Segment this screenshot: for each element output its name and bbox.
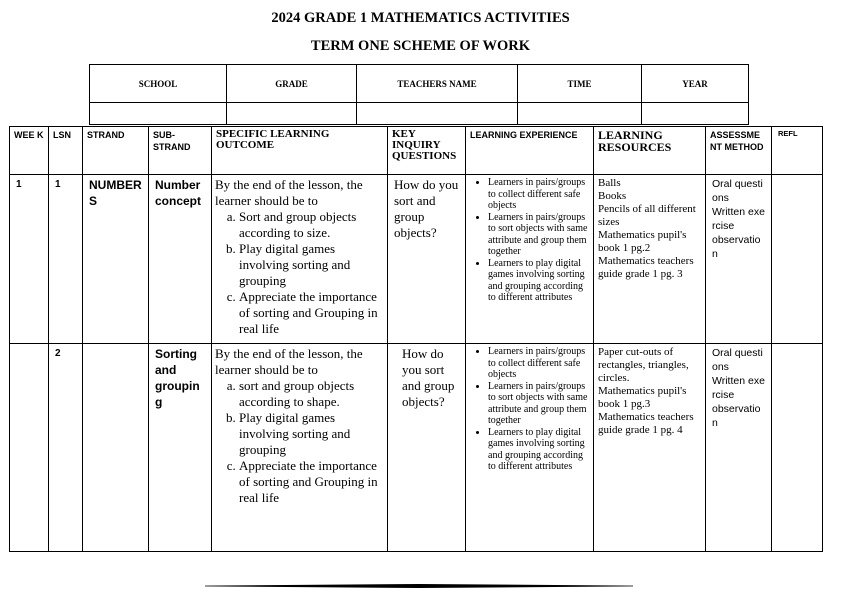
assessment-line: Oral questions: [712, 178, 763, 204]
sub-strand-cell: Sorting and grouping: [149, 344, 212, 552]
assessment-cell: [706, 344, 772, 552]
experiences-item: • Learners to play digital games involving sorting and grouping according to different attributes: [488, 258, 591, 304]
grade-cell[interactable]: [227, 103, 357, 125]
col-experience: LEARNING EXPERIENCE: [466, 127, 594, 175]
table-row: [10, 175, 823, 344]
col-week: WEE K: [10, 127, 49, 175]
resources-line: Mathematics teachers guide grade 1 pg. 3: [598, 255, 694, 280]
assessment-cell: [706, 175, 772, 344]
strand-cell: [83, 344, 149, 552]
outcomes-item: c. Appreciate the importance of sorting and Grouping in real life: [239, 289, 384, 337]
lsn-cell: 1: [49, 175, 83, 344]
document-subtitle: TERM ONE SCHEME OF WORK: [310, 38, 531, 54]
outcomes-item: b. Play digital games involving sorting and grouping: [239, 241, 384, 289]
reflection-cell[interactable]: [772, 175, 823, 344]
outcome-intro: By the end of the lesson, the learner should be to: [215, 346, 363, 377]
assessment-line: observation: [712, 234, 761, 260]
resources-line: Pencils of all different sizes: [598, 203, 696, 228]
col-strand: STRAND: [83, 127, 149, 175]
experience-list: [468, 346, 591, 473]
experiences-item: • Learners in pairs/groups to collect different safe objects: [488, 346, 591, 381]
question-cell: How do you sort and group objects?: [388, 344, 466, 552]
question-cell: How do you sort and group objects?: [388, 175, 466, 344]
resources-line: Mathematics pupil's book 1 pg.3: [598, 385, 687, 410]
experiences-item: • Learners to play digital games involving sorting and grouping according to different attributes: [488, 427, 591, 473]
assessment-line: Written exercise: [712, 206, 765, 232]
resources-line: Mathematics pupil's book 1 pg.2: [598, 229, 687, 254]
info-header-grade: GRADE: [227, 65, 357, 103]
outcomes-item: a. Sort and group objects according to size.: [239, 209, 384, 241]
teacher-cell[interactable]: [357, 103, 518, 125]
experiences-item: • Learners in pairs/groups to sort objects with same attribute and group them together: [488, 212, 591, 258]
outcome-cell: [212, 344, 388, 552]
assessment-line: Written exercise: [712, 375, 765, 401]
document-title: 2024 GRADE 1 MATHEMATICS ACTIVITIES: [271, 10, 570, 26]
info-header-year: YEAR: [642, 65, 749, 103]
experience-cell: [466, 344, 594, 552]
col-resources: LEARNING RESOURCES: [594, 127, 706, 175]
assessment-line: observation: [712, 403, 761, 429]
col-reflection: REFL: [772, 127, 823, 175]
sub-strand-cell: Number concept: [149, 175, 212, 344]
assessment-line: Oral questions: [712, 347, 763, 373]
week-cell: [10, 344, 49, 552]
resources-cell: [594, 175, 706, 344]
resources-line: Books: [598, 190, 627, 202]
info-header-time: TIME: [518, 65, 642, 103]
strand-cell: NUMBERS: [83, 175, 149, 344]
reflection-cell[interactable]: [772, 344, 823, 552]
resources-line: Mathematics teachers guide grade 1 pg. 4: [598, 411, 694, 436]
info-header-school: SCHOOL: [90, 65, 227, 103]
col-questions: KEY INQUIRY QUESTIONS: [388, 127, 466, 175]
outcome-list: [215, 378, 384, 506]
col-assessment: ASSESSME NT METHOD: [706, 127, 772, 175]
col-sub-strand: SUB-STRAND: [149, 127, 212, 175]
col-lsn: LSN: [49, 127, 83, 175]
resources-cell: [594, 344, 706, 552]
time-cell[interactable]: [518, 103, 642, 125]
outcomes-item: a. sort and group objects according to shape.: [239, 378, 384, 410]
outcomes-item: c. Appreciate the importance of sorting and Grouping in real life: [239, 458, 384, 506]
lsn-cell: 2: [49, 344, 83, 552]
col-outcome: SPECIFIC LEARNING OUTCOME: [212, 127, 388, 175]
experience-list: [468, 177, 591, 304]
scheme-table: [9, 126, 823, 552]
experiences-item: • Learners in pairs/groups to collect different safe objects: [488, 177, 591, 212]
resources-line: Balls: [598, 177, 621, 189]
outcome-intro: By the end of the lesson, the learner should be to: [215, 177, 363, 208]
info-header-teacher: TEACHERS NAME: [357, 65, 518, 103]
experiences-item: • Learners in pairs/groups to sort objects with same attribute and group them together: [488, 381, 591, 427]
resources-line: Paper cut-outs of rectangles, triangles, circles.: [598, 346, 689, 384]
footer-divider: [205, 584, 633, 588]
table-row: [10, 344, 823, 552]
outcome-cell: [212, 175, 388, 344]
experience-cell: [466, 175, 594, 344]
outcome-list: [215, 209, 384, 337]
header-row: [10, 127, 823, 175]
outcomes-item: b. Play digital games involving sorting and grouping: [239, 410, 384, 458]
year-cell[interactable]: [642, 103, 749, 125]
week-cell: 1: [10, 175, 49, 344]
school-cell[interactable]: [90, 103, 227, 125]
info-table: [89, 64, 749, 125]
